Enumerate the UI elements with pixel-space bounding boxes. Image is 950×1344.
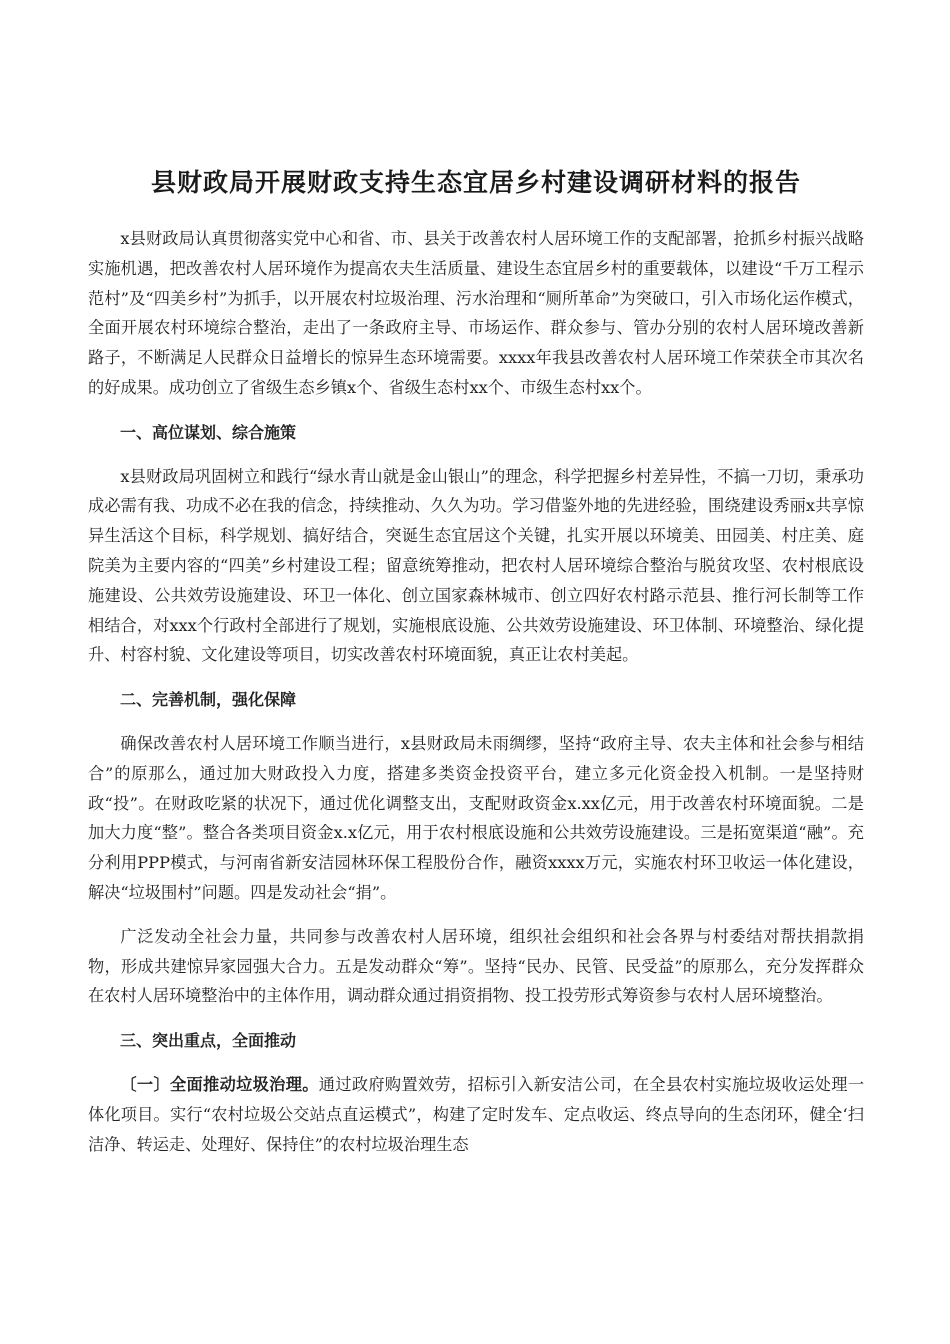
section-heading-3: 三、突出重点，全面推动 xyxy=(120,1031,297,1051)
item-1-lead: 〔一〕全面推动垃圾治理。 xyxy=(120,1074,319,1094)
section-heading-2: 二、完善机制，强化保障 xyxy=(120,690,297,710)
document-title: 县财政局开展财政支持生态宜居乡村建设调研材料的报告 xyxy=(150,168,801,197)
section-1-paragraph: x县财政局巩固树立和践行“绿水青山就是金山银山”的理念，科学把握乡村差异性，不搞一刀切，秉承功成必需有我、功成不必在我的信念，持续推动、久久为功。学习借鉴外地的先进经验，围绕建设秀丽x共享惊异生活这个目标，科学规划、搞好结合，突诞生态宜居这个关键，扎实开展以环境美、田园美、村庄美、庭院美为主要内容的“四美”乡村建设工程；留意统筹推动，把农村人居环境综合整治与脱贫攻坚、农村根底设施建设、公共效劳设施建设、环卫一体化、创立国家森林城市、创立四好农村路示范县、推行河长制等工作相结合，对xxx个行政村全部进行了规划，实施根底设施、公共效劳设施建设、环卫体制、环境整治、绿化提升、村容村貌、文化建设等项目，切实改善农村环境面貌，真正让农村美起。 xyxy=(88,466,864,665)
section-2-paragraph-2: 广泛发动全社会力量，共同参与改善农村人居环境，组织社会组织和社会各界与村委结对帮扶捐款捐物，形成共建惊异家园强大合力。五是发动群众“筹”。坚持“民办、民管、民受益”的原那么，充分发挥群众在农村人居环境整治中的主体作用，调动群众通过捐资捐物、投工投劳形式筹资参与农村人居环境整治。 xyxy=(88,926,864,1006)
document-page xyxy=(88,160,864,1159)
item-1-body: 通过政府购置效劳，招标引入新安洁公司，在全县农村实施垃圾收运处理一体化项目。实行“农村垃圾公交站点直运模式”，构建了定时发车、定点收运、终点导向的生态闭环，健全‘扫洁净、转运走、处理好、保持住”的农村垃圾治理生态 xyxy=(88,1074,865,1154)
section-3-item-1 xyxy=(88,1070,864,1159)
intro-paragraph: x县财政局认真贯彻落实党中心和省、市、县关于改善农村人居环境工作的支配部署，抢抓乡村振兴战略实施机遇，把改善农村人居环境作为提高农夫生活质量、建设生态宜居乡村的重要载体，以建设“千万工程示范村”及“四美乡村”为抓手，以开展农村垃圾治理、污水治理和“厕所革命”为突破口，引入市场化运作模式，全面开展农村环境综合整治，走出了一条政府主导、市场运作、群众参与、管办分别的农村人居环境改善新路子，不断满足人民群众日益增长的惊异生态环境需要。xxxx年我县改善农村人居环境工作荣获全市其次名的好成果。成功创立了省级生态乡镇x个、省级生态村xx个、市级生态村xx个。 xyxy=(88,229,864,397)
section-heading-1: 一、高位谋划、综合施策 xyxy=(120,422,297,442)
section-2-paragraph-1: 确保改善农村人居环境工作顺当进行，x县财政局未雨绸缪，坚持“政府主导、农夫主体和社会参与相结合”的原那么，通过加大财政投入力度，搭建多类资金投资平台，建立多元化资金投入机制。一是坚持财政“投”。在财政吃紧的状况下，通过优化调整支出，支配财政资金x.xx亿元，用于改善农村环境面貌。二是加大力度“整”。整合各类项目资金x.x亿元，用于农村根底设施和公共效劳设施建设。三是拓宽渠道“融”。充分利用PPP模式，与河南省新安洁园林环保工程股份合作，融资xxxx万元，实施农村环卫收运一体化建设，解决“垃圾围村”问题。四是发动社会“捐”。 xyxy=(88,733,864,902)
